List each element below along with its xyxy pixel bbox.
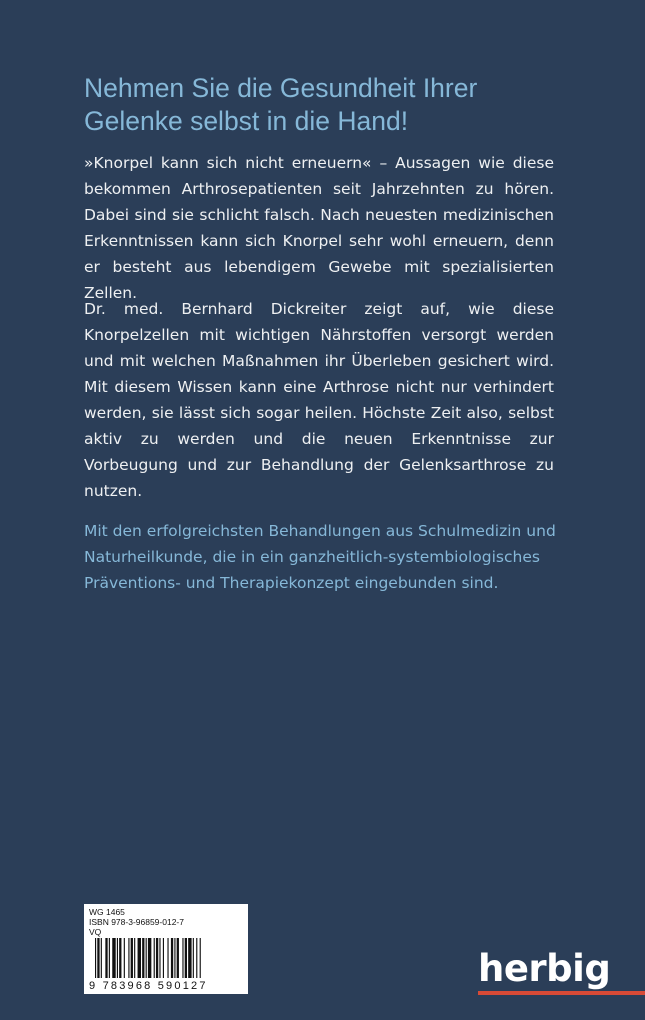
intro-paragraph: »Knorpel kann sich nicht erneuern« – Aussagen wie diese bekommen Arthrosepatienten seit Jahrzehnten zu hören. Dabei sind sie schlicht falsch. Nach neuesten medizinischen Erkenntnissen kann sich Knorpel sehr wohl erneuern, denn er besteht aus lebendigem Gewebe mit spezialisierten Zellen.: [84, 154, 554, 302]
barcode-digits: 9 783968 590127: [89, 980, 208, 992]
publisher-logo-underline: [478, 991, 645, 995]
isbn-number: ISBN 978-3-96859-012-7: [89, 917, 184, 927]
headline: [84, 72, 604, 138]
author-paragraph: Dr. med. Bernhard Dickreiter zeigt auf, wie diese Knorpelzellen mit wichtigen Nährstoffen versorgt werden und mit welchen Maßnahmen ihr Überleben gesichert wird. Mit diesem Wissen kann eine Arthrose nicht nur verhindert werden, sie lässt sich sogar heilen. Höchste Zeit also, selbst aktiv zu werden und die neuen Erkenntnisse zur Vorbeugung und zur Behandlung der Gelenksarthrose zu nutzen.: [84, 300, 554, 500]
wg-code: WG 1465: [89, 907, 125, 917]
publisher-logo: herbig: [478, 947, 611, 990]
barcode-image: [89, 938, 243, 980]
price-code: VQ: [89, 927, 102, 937]
headline-line-2: Gelenke selbst in die Hand!: [84, 106, 409, 136]
barcode-label: [84, 904, 248, 994]
highlight-paragraph: Mit den erfolgreichsten Behandlungen aus Schulmedizin und Naturheilkunde, die in ein ganzheitlich-systembiologisches Präventions- und Therapiekonzept eingebunden sind.: [84, 522, 556, 592]
headline-line-1: Nehmen Sie die Gesundheit Ihrer: [84, 73, 478, 103]
